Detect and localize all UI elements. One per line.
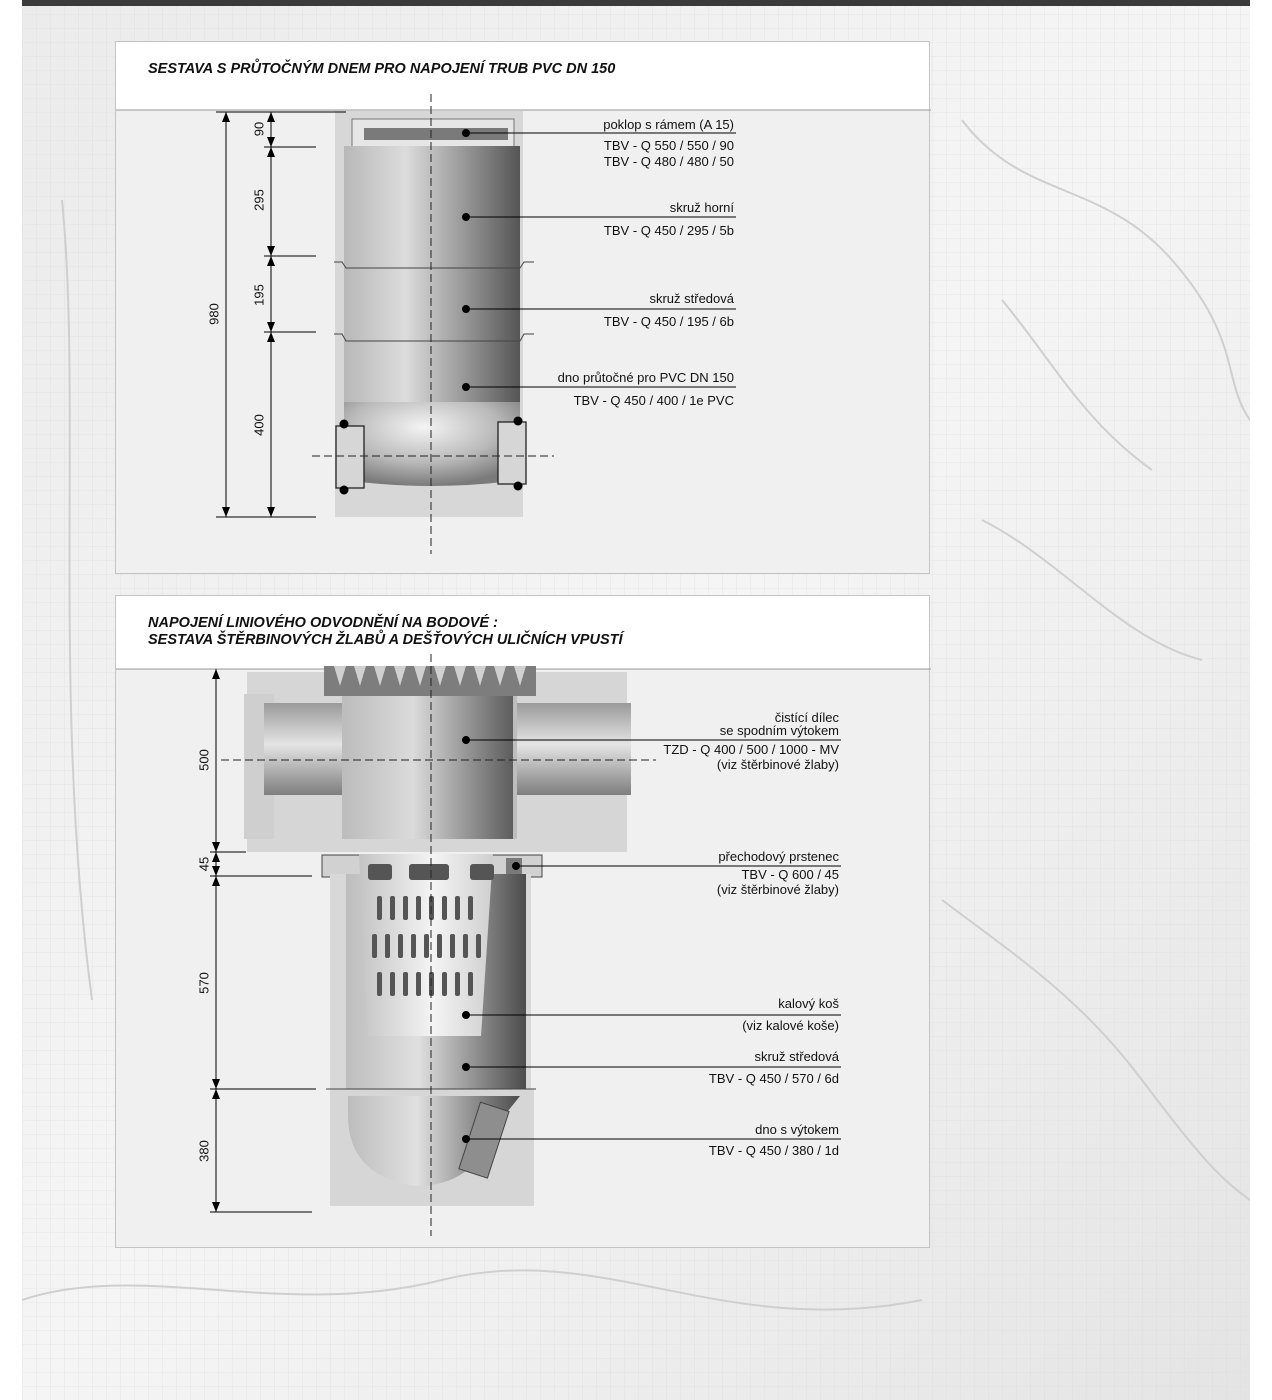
- label-middle-ring: skruž středová: [754, 1049, 839, 1064]
- label-cleaning-unit-code: TZD - Q 400 / 500 / 1000 - MV: [663, 742, 839, 757]
- dim-total-height: 980: [206, 303, 222, 325]
- dim-middle-ring-height: 195: [251, 284, 267, 306]
- dim-transition-ring-height: 45: [196, 856, 212, 872]
- panel-title-line2: SESTAVA ŠTĚRBINOVÝCH ŽLABŮ A DEŠŤOVÝCH ULIČNÍCH VPUSTÍ: [148, 632, 623, 648]
- label-cover-code1: TBV - Q 550 / 550 / 90: [603, 138, 734, 153]
- flow-through-manhole-drawing: [116, 42, 931, 575]
- dim-bottom-height: 400: [251, 414, 267, 436]
- label-cover-code2: TBV - Q 480 / 480 / 50: [603, 154, 734, 169]
- label-cleaning-unit-ref: (viz štěrbinové žlaby): [716, 757, 839, 772]
- panel-title-line1: NAPOJENÍ LINIOVÉHO ODVODNĚNÍ NA BODOVÉ :: [148, 615, 498, 631]
- dim-cleaning-unit-height: 500: [196, 749, 212, 771]
- label-transition-ring-code: TBV - Q 600 / 45: [741, 867, 839, 882]
- label-middle-ring-code: TBV - Q 450 / 195 / 6b: [603, 314, 734, 329]
- label-upper-ring-code: TBV - Q 450 / 295 / 5b: [603, 223, 734, 238]
- dim-bottom-height: 380: [196, 1140, 212, 1162]
- label-upper-ring: skruž horní: [669, 200, 734, 215]
- label-bottom-code: TBV - Q 450 / 380 / 1d: [708, 1143, 839, 1158]
- label-cleaning-unit-2: se spodním výtokem: [719, 723, 839, 738]
- label-middle-ring: skruž středová: [649, 291, 734, 306]
- label-bottom: dno s výtokem: [755, 1122, 839, 1137]
- dim-upper-ring-height: 295: [251, 189, 267, 211]
- label-basket-ref: (viz kalové koše): [742, 1018, 839, 1033]
- assembly-panel-bottom: [115, 595, 930, 1248]
- label-middle-ring-code: TBV - Q 450 / 570 / 6d: [708, 1071, 839, 1086]
- label-bottom-code: TBV - Q 450 / 400 / 1e PVC: [573, 393, 734, 408]
- panel-title: SESTAVA S PRŮTOČNÝM DNEM PRO NAPOJENÍ TRUB PVC DN 150: [148, 61, 616, 77]
- label-cleaning-unit: čistící dílec: [774, 710, 839, 725]
- assembly-panel-top: [115, 41, 930, 574]
- label-cover: poklop s rámem (A 15): [603, 117, 734, 132]
- dim-middle-ring-height: 570: [196, 972, 212, 994]
- label-transition-ring-ref: (viz štěrbinové žlaby): [716, 882, 839, 897]
- label-bottom: dno průtočné pro PVC DN 150: [557, 370, 734, 385]
- label-basket: kalový koš: [778, 996, 839, 1011]
- dim-cover-height: 90: [251, 121, 267, 137]
- label-transition-ring: přechodový prstenec: [718, 849, 839, 864]
